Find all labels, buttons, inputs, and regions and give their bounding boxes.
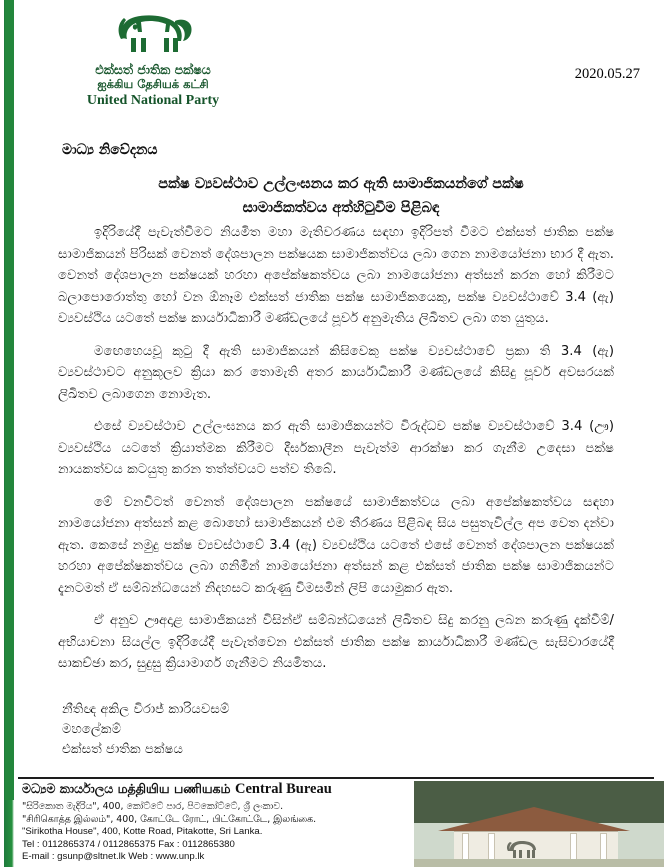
footer-office-title-tamil: மத்தியிய பணியகம்: [117, 781, 231, 796]
paragraph: එසේ ව්‍යවස්ථාව උල්ලංඝනය කර ඇති සාමාජිකයන්ට විරුද්ධව පක්ෂ ව්‍යවස්ථාවේ 3.4 (ඌ) ව්‍යවස්ථිය යටතේ ක්‍රියාත්මක කිරීමට දීර්ඝකාලීන පැවැත්ම ආරක්ෂා කර ගැනීම උදෙසා පක්ෂ නායකත්වය කටයුතු කරන තත්ත්වයට පත්ව තිබේ.: [58, 419, 614, 477]
footer-phone: Tel : 0112865374 / 0112865375 Fax : 0112865380: [22, 838, 235, 850]
footer-divider: [18, 777, 654, 779]
footer-address-tamil: "சிரிகொத்த இல்லம்", 400, கோட்டே ரோட், பிட்கோட்டே, இலங்கை.: [22, 813, 317, 825]
paragraph: ඉදිරියේදී පැවැත්වීමට නියමිත මහා මැතිවරණය සඳහා ඉදිරිපත් වීමට එක්සත් ජාතික පක්ෂ සාමාජිකයන් පිරිසක් වෙනත් දේශපාලන පක්ෂයක සාමාජිකත්වය ලබා ගෙන නාමයෝජනා භාර දී ඇත. වෙනත් දේශපාලන පක්ෂයක් හරහා අපේක්ෂකත්වය ලබා නාමයෝජනා අත්සන් කරන හෝ කිරීමට බලාපොරොත්තු හෝ වන ඕනෑම එක්සත් ජාතික පක්ෂ සාමාජිකයෙකු, පක්ෂ ව්‍යවස්ථාවේ 3.4 (ඇ) ව්‍යවස්ථිය යටතේ පක්ෂ කාර්යාධිකාරී මණ්ඩලයේ පූර්ව අනුමැතිය ලිඛිතව ලබා ගත යුතුය.: [58, 225, 614, 326]
document-type-label: මාධ්‍ය නිවේදනය: [62, 142, 158, 158]
document-date: 2020.05.27: [574, 66, 640, 82]
signatory-party: එක්සත් ජාතික පක්ෂය: [62, 742, 183, 757]
document-title: [86, 172, 596, 220]
document-title-line2: සාමාජිකත්වය අත්හිටුවීම පිළිබඳ: [242, 200, 440, 216]
signatory-position: මහලේකම්: [62, 722, 122, 737]
footer-address-english: "Sirikotha House", 400, Kotte Road, Pitakotte, Sri Lanka.: [22, 826, 263, 838]
left-green-bar-fill: [5, 0, 14, 800]
headquarters-building-image: [414, 781, 664, 867]
signatory-name: නීතිඥ අකිල විරාජ් කාරියවසම්: [62, 702, 230, 717]
footer-office-title: [22, 781, 332, 798]
footer-office-title-sinhala: මධ්‍යම කාර්යාලය: [22, 781, 114, 796]
party-name-english: United National Party: [86, 93, 220, 108]
paragraph: මේ වනවිටත් වෙනත් දේශපාලන පක්ෂයේ සාමාජිකත්වය ලබා අපේක්ෂකත්වය සඳහා නාමයෝජනා අත්සන් කළ බොහෝ සාමාජිකයන් එම තීරණය පිළිබඳ සිය පසුතැවිල්ල අප වෙත දන්වා ඇත. කෙසේ නමුදු පක්ෂ ව්‍යවස්ථාවේ 3.4 (ඇ) ව්‍යවස්ථිය යටතේ එසේ වෙනත් දේශපාලන පක්ෂයක් හරහා අපේක්ෂකත්වය ලබා ගනිමින් නාමයෝජනා අත්සන් කළ එක්සත් ජාතික පක්ෂ සාමාජිකයන්ට දැනටමත් ඒ සම්බන්ධයෙන් නිදහසට කරුණු විමසමින් ලිපි යොමුකර ඇත.: [58, 494, 614, 596]
party-name-sinhala: එක්සත් ජාතික පක්ෂය: [95, 62, 211, 77]
left-green-bar: [0, 0, 18, 867]
party-logo-block: [38, 8, 268, 109]
document-body: [58, 222, 614, 686]
footer-address-sinhala: "සිරිකොත මැදිරිය", 400, කෝට්ටේ පාර, පිටකෝට්ටේ, ශ්‍රී ලංකාව.: [22, 801, 284, 812]
footer-email: E-mail : gsunp@sltnet.lk Web : www.unp.lk: [22, 851, 205, 863]
party-name-tamil: ஐக்கிய தேசியக் கட்சி: [97, 77, 209, 91]
paragraph: ඒ අනුව ඌඅදාළ සාමාජිකයන් විසින්ඒ සම්බන්ධයෙන් ලිඛිතව සිදු කරනු ලබන කරුණු දැක්වීම්/අභියාචනා සියල්ල ඉදිරියේදී පැවැත්වෙන එක්සත් ජාතික පක්ෂ කාර්යාධිකාරී මණ්ඩල සැසිවාරයේදී සාකච්ඡා කර, සුදුසු ක්‍රියාමාර්ග ගැනීමට නියමිතය.: [58, 613, 614, 671]
paragraph: මඟෙහෙයවූ කුටු දී ඇති සාමාජිකයන් කිසිවෙකු පක්ෂ ව්‍යවස්ථාවේ ප්‍රකා ති 3.4 (ඇ) ව්‍යවස්ථාවට අනුකූලව ක්‍රියා කර තොමැති අතර කාර්යාධිකාරී මණ්ඩලයේ කිසිදු පූර්ව අවසරයක් ලිඛිතව ලබාගෙන නොමැත.: [58, 343, 614, 402]
footer-address-block: [22, 801, 316, 864]
elephant-statue-icon: [506, 839, 540, 861]
signature-block: [62, 700, 229, 760]
footer-office-title-english: Central Bureau: [234, 781, 332, 797]
document-title-line1: පක්ෂ ව්‍යවස්ථාව උල්ලංඝනය කර ඇති සාමාජිකයන්ගේ පක්ෂ: [158, 176, 524, 192]
letterhead-footer: [0, 777, 672, 867]
building-roof: [438, 807, 630, 831]
letterhead-header: [0, 0, 672, 120]
building-ground: [414, 859, 664, 867]
elephant-logo-icon: [109, 8, 197, 60]
